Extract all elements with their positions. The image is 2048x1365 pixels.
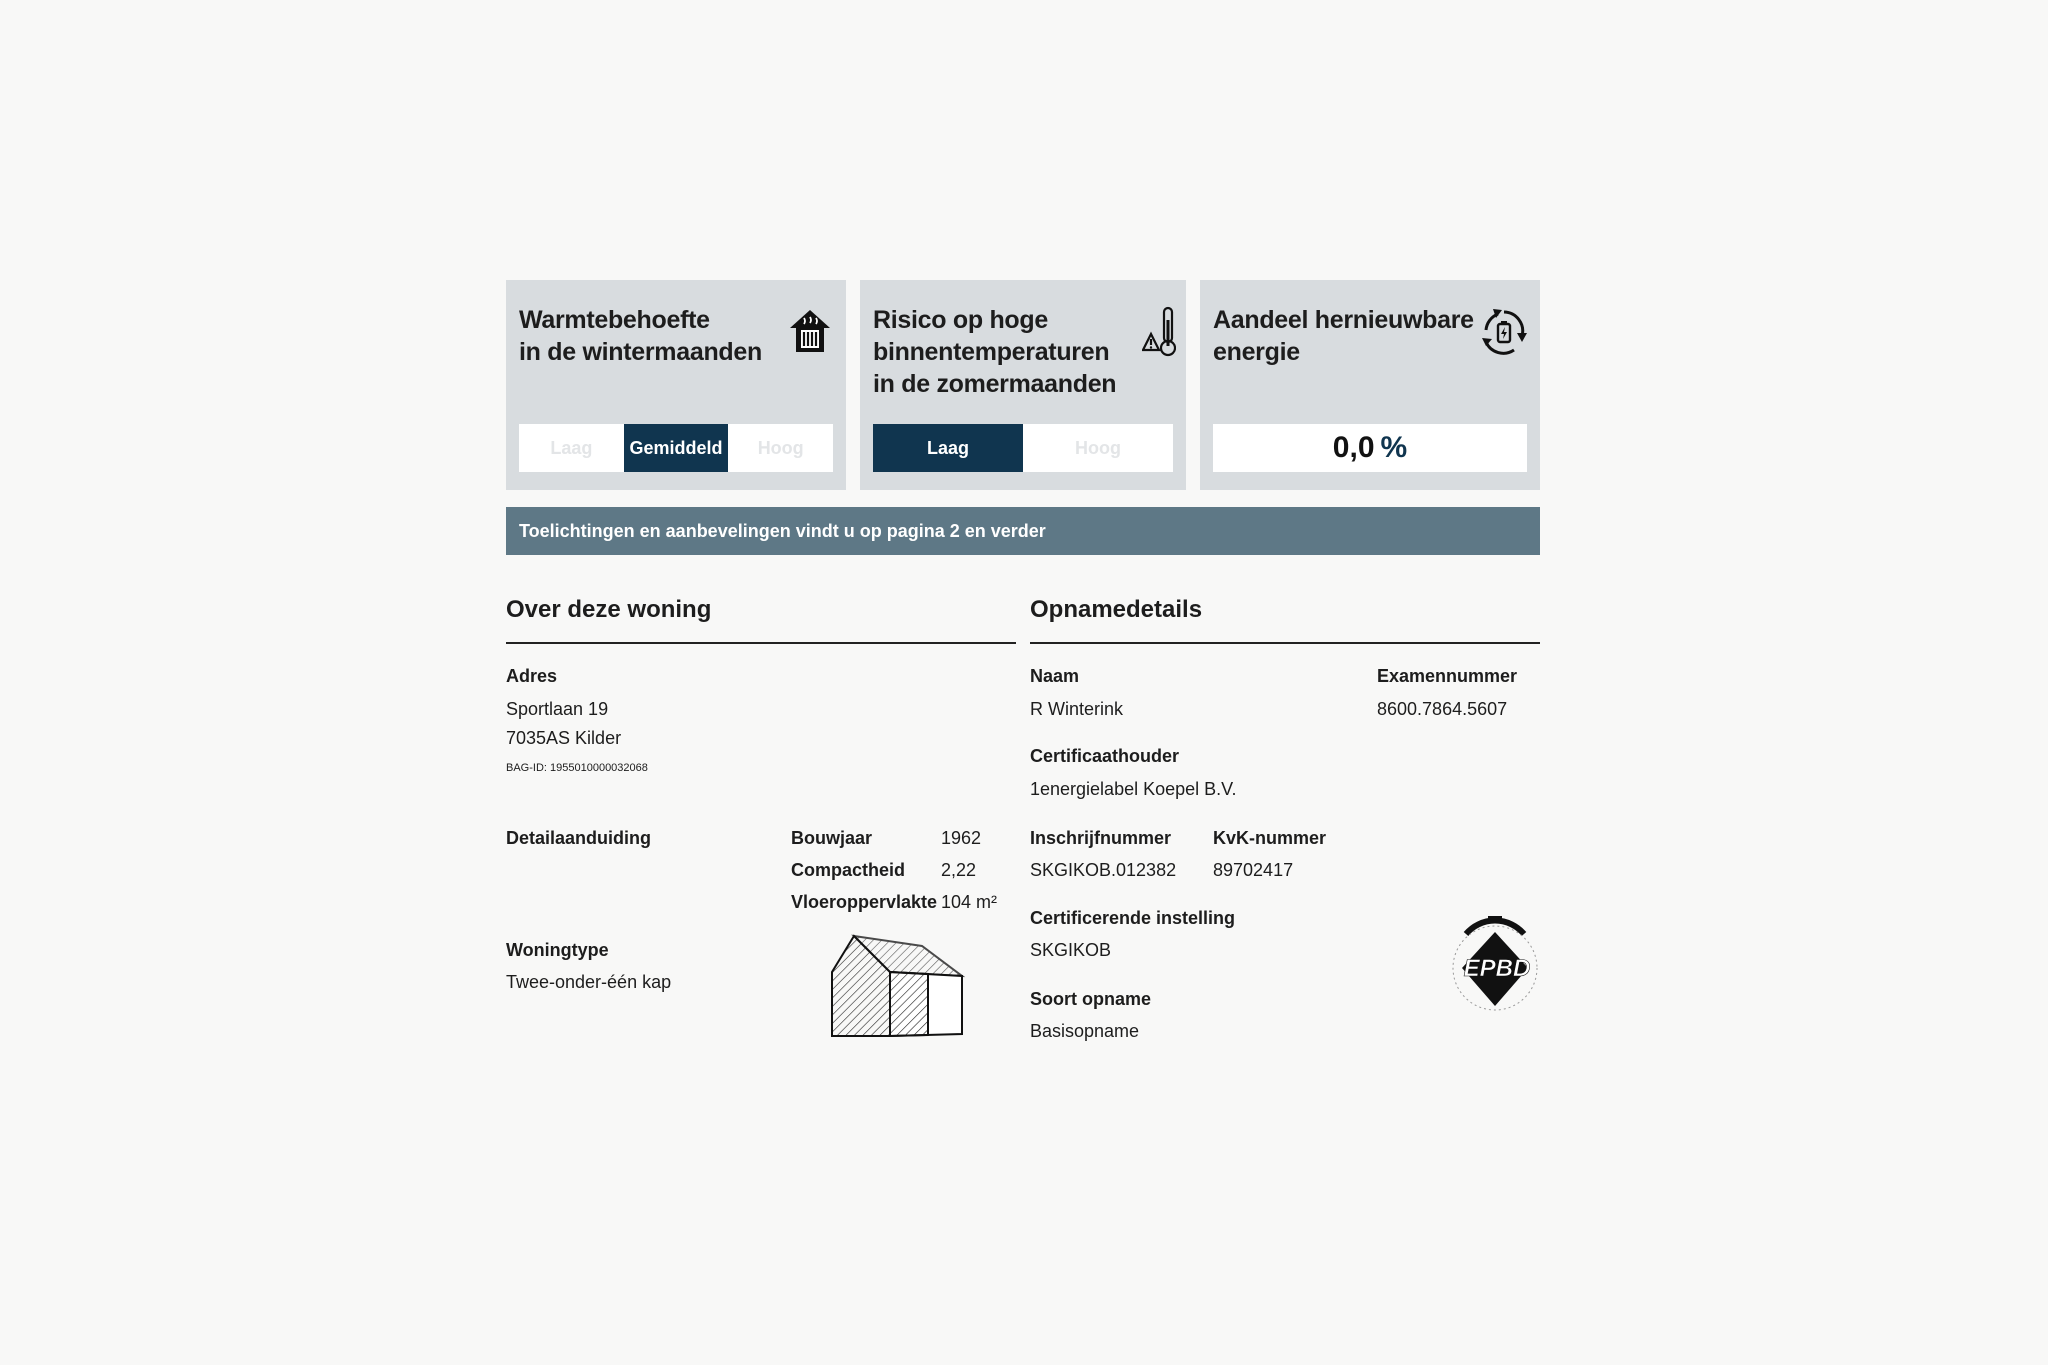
inschrijfnummer-value: SKGIKOB.012382 <box>1030 860 1177 880</box>
card-title-line: in de wintermaanden <box>519 338 762 366</box>
certificerende-instelling-label: Certificerende instelling <box>1030 908 1236 928</box>
temperatuur-scale <box>873 424 1173 472</box>
certificaathouder-value: 1energielabel Koepel B.V. <box>1030 779 1237 799</box>
card-title-line: Aandeel hernieuwbare <box>1213 306 1474 334</box>
section-divider <box>1030 642 1540 644</box>
detailaanduiding-label: Detailaanduiding <box>506 828 652 848</box>
naam-value: R Winterink <box>1030 699 1124 719</box>
epbd-logo-text: EPBD <box>1463 955 1531 982</box>
section-title-opname: Opnamedetails <box>1030 596 1203 623</box>
card-title-line: Risico op hoge <box>873 306 1048 334</box>
kvk-label: KvK-nummer <box>1213 828 1327 848</box>
hernieuwbaar-percentage <box>1213 424 1527 472</box>
certificaathouder-label: Certificaathouder <box>1030 746 1180 766</box>
renewable-energy-icon <box>1480 306 1528 363</box>
card-binnentemperatuur <box>860 280 1186 490</box>
scale-hoog: Hoog <box>1075 437 1121 458</box>
woningtype-value: Twee-onder-één kap <box>506 972 672 992</box>
thermometer-warning-icon <box>1142 306 1176 363</box>
card-title <box>519 304 762 368</box>
epbd-logo <box>1448 912 1542 1027</box>
soort-opname-label: Soort opname <box>1030 989 1152 1009</box>
examennummer-label: Examennummer <box>1377 666 1518 686</box>
naam-label: Naam <box>1030 666 1080 686</box>
examennummer-value: 8600.7864.5607 <box>1377 699 1508 719</box>
toelichting-banner: Toelichtingen en aanbevelingen vindt u op pagina 2 en verder <box>506 507 1540 555</box>
card-title-line: energie <box>1213 338 1300 366</box>
kvk-value: 89702417 <box>1213 860 1294 880</box>
section-divider <box>506 642 1016 644</box>
scale-gemiddeld-active: Gemiddeld <box>624 424 729 472</box>
bouwjaar-label: Bouwjaar <box>791 828 873 848</box>
vloeroppervlakte-value: 104 m² <box>941 892 998 912</box>
card-title-line: binnentemperaturen <box>873 338 1110 366</box>
card-title <box>1213 304 1474 368</box>
house-heating-icon <box>788 308 832 359</box>
semi-detached-house-icon <box>828 934 968 1045</box>
card-title-line: Warmtebehoefte <box>519 306 710 334</box>
card-hernieuwbare-energie <box>1200 280 1540 490</box>
card-warmtebehoefte <box>506 280 846 490</box>
card-title <box>873 304 1116 400</box>
adres-label: Adres <box>506 666 558 686</box>
adres-line2: 7035AS Kilder <box>506 728 622 748</box>
compactheid-value: 2,22 <box>941 860 977 880</box>
certificerende-instelling-value: SKGIKOB <box>1030 940 1112 960</box>
inschrijfnummer-label: Inschrijfnummer <box>1030 828 1172 848</box>
warmte-scale <box>519 424 833 472</box>
soort-opname-value: Basisopname <box>1030 1021 1140 1041</box>
scale-laag-active: Laag <box>873 424 1023 472</box>
scale-hoog: Hoog <box>757 437 804 458</box>
woningtype-label: Woningtype <box>506 940 609 960</box>
bag-id: BAG-ID: 1955010000032068 <box>506 762 648 774</box>
vloeroppervlakte-label: Vloeroppervlakte <box>791 892 938 912</box>
scale-laag: Laag <box>550 437 593 458</box>
card-title-line: in de zomermaanden <box>873 370 1117 398</box>
compactheid-label: Compactheid <box>791 860 906 880</box>
section-title-woning: Over deze woning <box>506 596 712 623</box>
percentage-value: 0,0 <box>1332 431 1375 464</box>
adres-line1: Sportlaan 19 <box>506 699 609 719</box>
bouwjaar-value: 1962 <box>941 828 982 848</box>
percentage-unit: % <box>1380 431 1408 464</box>
